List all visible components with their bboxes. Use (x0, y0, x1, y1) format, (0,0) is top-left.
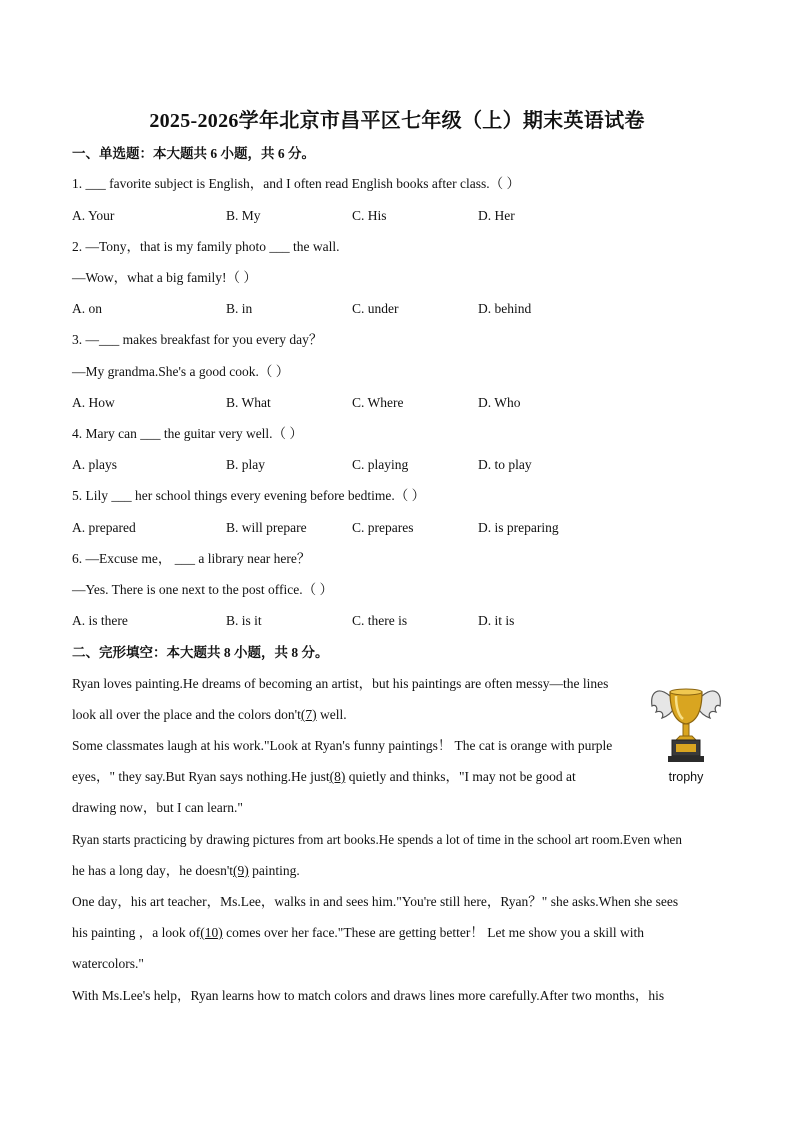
question-2-option-a: A. on (72, 301, 102, 316)
passage-line: Some classmates laugh at his work."Look at Ryan's funny paintings！ The cat is orange with purple (72, 738, 613, 753)
question-4-option-b: B. play (226, 457, 265, 472)
page-title: 2025-2026学年北京市昌平区七年级（上）期末英语试卷 (149, 110, 645, 132)
question-1-option-b: B. My (226, 208, 261, 223)
section-heading-2: 二、完形填空：本大题共 8 小题，共 8 分。 (72, 645, 329, 660)
question-2-stem: 2. —Tony，that is my family photo ___ the wall. (72, 239, 340, 254)
question-6-option-c: C. there is (352, 613, 408, 628)
passage-line: watercolors." (72, 956, 144, 971)
question-2-option-b: B. in (226, 301, 253, 316)
section-heading-1: 一、单选题：本大题共 6 小题，共 6 分。 (72, 146, 315, 161)
question-4-stem: 4. Mary can ___ the guitar very well.（ ） (72, 426, 303, 441)
question-3-option-d: D. Who (478, 395, 521, 410)
passage-text: look all over the place and the colors don't (72, 707, 301, 722)
question-5-option-a: A. prepared (72, 520, 136, 535)
question-3-stem: 3. —___ makes breakfast for you every day？ (72, 332, 323, 347)
question-6-stem: 6. —Excuse me， ___ a library near here？ (72, 551, 311, 566)
question-3-reply: —My grandma.She's a good cook.（ ） (72, 364, 290, 379)
question-5-option-d: D. is preparing (478, 520, 559, 535)
passage-line: One day，his art teacher，Ms.Lee，walks in and sees him."You're still here，Ryan？" she asks.When she sees (72, 894, 679, 909)
question-1-option-d: D. Her (478, 208, 515, 223)
blank-10: (10) (200, 925, 223, 940)
question-3-option-b: B. What (226, 395, 271, 410)
question-3-option-a: A. How (72, 395, 115, 410)
question-6-option-d: D. it is (478, 613, 515, 628)
blank-7: (7) (300, 707, 317, 722)
question-6-option-b: B. is it (226, 613, 262, 628)
question-5-option-b: B. will prepare (226, 520, 307, 535)
question-6-reply: —Yes. There is one next to the post office.（ ） (72, 582, 333, 597)
question-1-stem: 1. ___ favorite subject is English，and I often read English books after class.（ ） (72, 176, 521, 191)
passage-text: his painting ，a look of (72, 925, 201, 940)
question-4-option-d: D. to play (478, 457, 532, 472)
question-4-option-a: A. plays (72, 457, 117, 472)
question-1-option-a: A. Your (72, 208, 115, 223)
passage-text: eyes，" they say.But Ryan says nothing.He just (72, 769, 330, 784)
question-5-stem: 5. Lily ___ her school things every evening before bedtime.（ ） (72, 488, 426, 503)
question-6-option-a: A. is there (72, 613, 128, 628)
passage-line (72, 862, 300, 880)
trophy-caption: trophy (668, 770, 704, 784)
question-2-option-d: D. behind (478, 301, 532, 316)
passage-text: comes over her face."These are getting better！ Let me show you a skill with (222, 925, 644, 940)
question-2-reply: —Wow，what a big family!（ ） (72, 270, 257, 285)
blank-8: (8) (329, 769, 346, 784)
passage-text: quietly and thinks，"I may not be good at (345, 769, 576, 784)
question-1-option-c: C. His (352, 208, 387, 223)
passage-text: he has a long day，he doesn't (72, 863, 234, 878)
question-5-option-c: C. prepares (352, 520, 414, 535)
passage-text: painting. (248, 863, 300, 878)
question-3-option-c: C. Where (352, 395, 404, 410)
passage-line (72, 924, 644, 942)
passage-line: drawing now，but I can learn." (72, 800, 243, 815)
passage-text: well. (316, 707, 347, 722)
blank-9: (9) (233, 863, 249, 878)
passage-line (72, 706, 347, 724)
passage-line: With Ms.Lee's help，Ryan learns how to match colors and draws lines more carefully.After two months，his (72, 988, 665, 1003)
question-4-option-c: C. playing (352, 457, 409, 472)
passage-line: Ryan starts practicing by drawing pictures from art books.He spends a lot of time in the school art room.Even when (72, 832, 682, 847)
passage-line (72, 768, 576, 786)
question-2-option-c: C. under (352, 301, 399, 316)
passage-line: Ryan loves painting.He dreams of becoming an artist，but his paintings are often messy—the lines (72, 676, 609, 691)
